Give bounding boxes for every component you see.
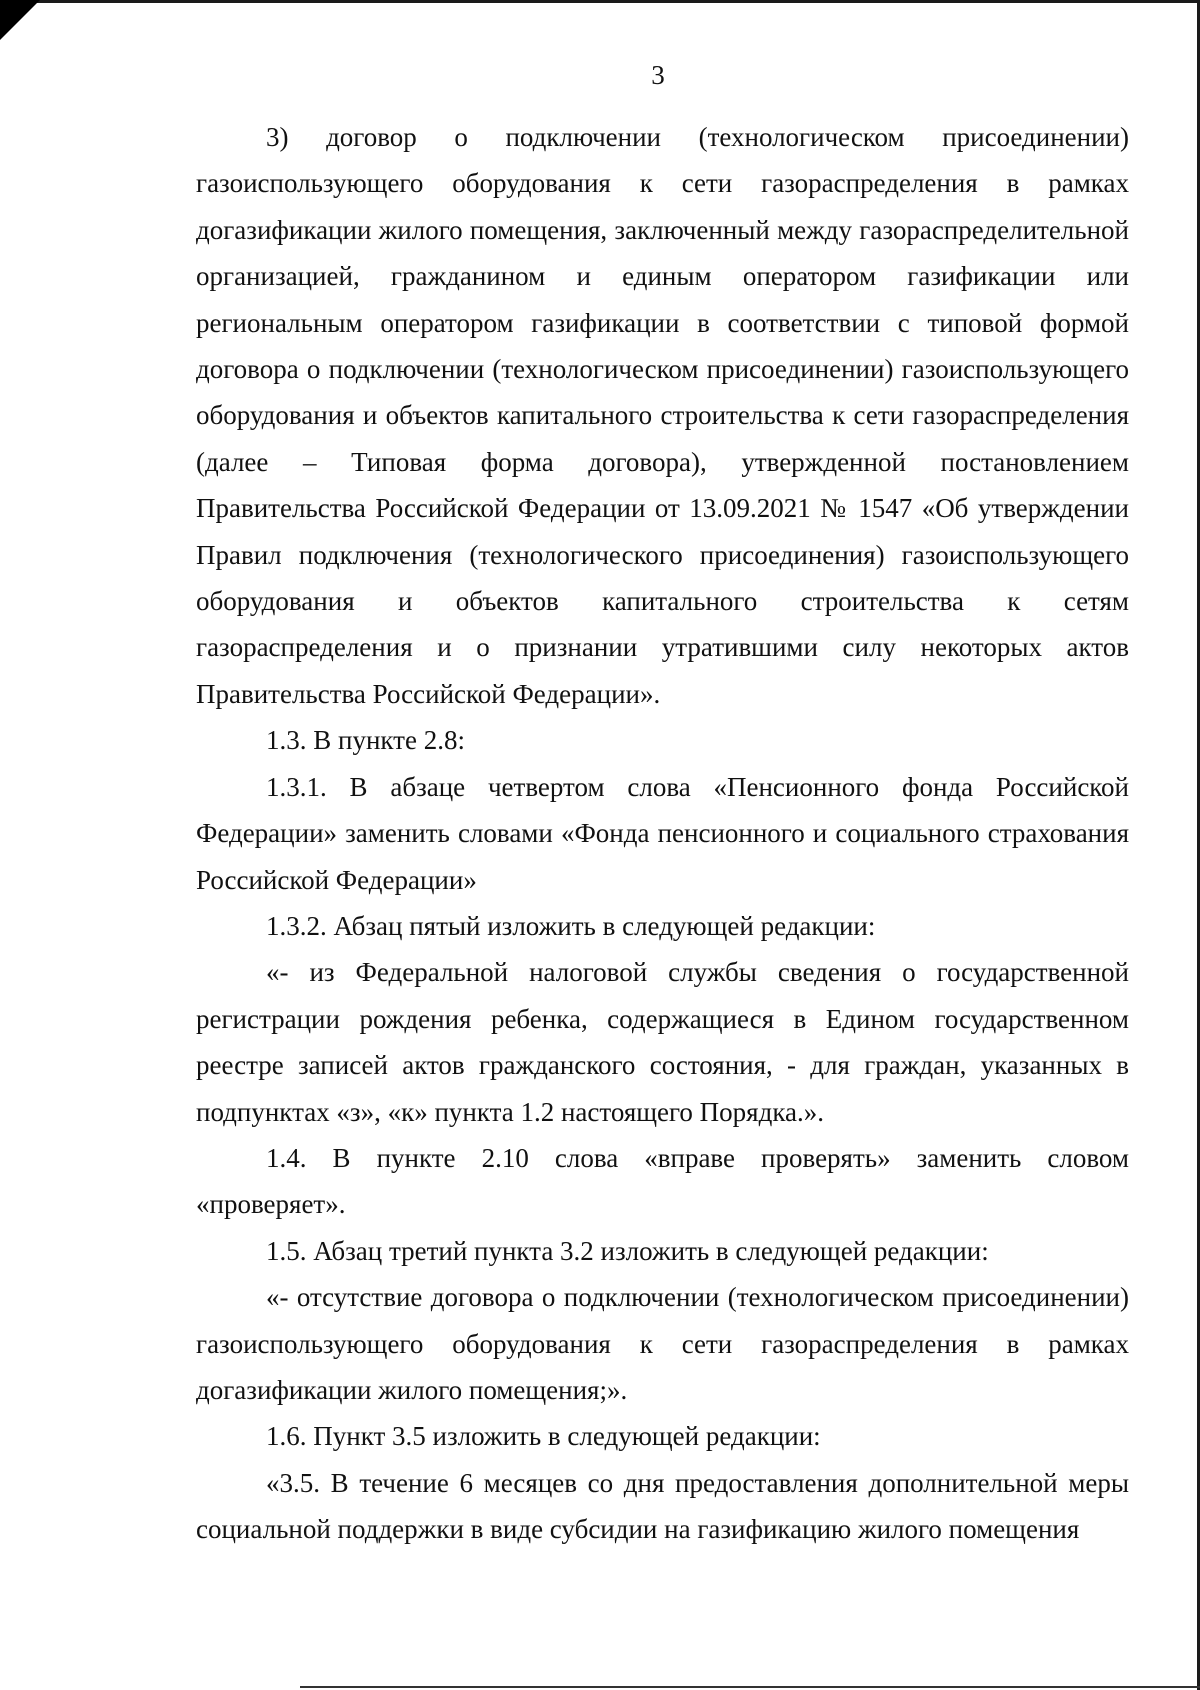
paragraph-1-5: 1.5. Абзац третий пункта 3.2 изложить в следующей редакции: — [266, 1235, 989, 1266]
scan-corner-artifact — [0, 0, 40, 40]
paragraph-3-5-quote: «3.5. В течение 6 месяцев со дня предоставления дополнительной меры социальной поддержки в виде субсидии на газификацию жилого помещения — [196, 1467, 1129, 1545]
paragraph-fns-quote: «- из Федеральной налоговой службы сведения о государственной регистрации рождения ребенка, содержащиеся в Едином государственном реестре записей актов гражданского состояния, - для граждан, указанных в подпунктах «з», «к» пункта 1.2 настоящего Порядка.». — [196, 957, 1129, 1127]
document-body — [196, 114, 1129, 1553]
paragraph-1-3-2: 1.3.2. Абзац пятый изложить в следующей редакции: — [266, 910, 876, 941]
scan-edge-bottom — [300, 1686, 1200, 1688]
paragraph-contract: 3) договор о подключении (технологическом присоединении) газоиспользующего оборудования к сети газораспределения в рамках догазификации жилого помещения, заключенный между газораспределительной организацией, гражданином и единым оператором газификации или региональным оператором газификации в соответствии с типовой формой договора о подключении (технологическом присоединении) газоиспользующего оборудования и объектов капитального строительства к сети газораспределения (далее – Типовая форма договора), утвержденной постановлением Правительства Российской Федерации от 13.09.2021 № 1547 «Об утверждении Правил подключения (технологического присоединения) газоиспользующего оборудования и объектов капитального строительства к сетям газораспределения и о признании утратившими силу некоторых актов Правительства Российской Федерации». — [196, 122, 1129, 709]
paragraph-1-3-1: 1.3.1. В абзаце четвертом слова «Пенсионного фонда Российской Федерации» заменить словами «Фонда пенсионного и социального страхования Российской Федерации» — [196, 771, 1129, 895]
paragraph-absence-quote: «- отсутствие договора о подключении (технологическом присоединении) газоиспользующего оборудования к сети газораспределения в рамках догазификации жилого помещения;». — [196, 1282, 1129, 1405]
scan-edge-top — [0, 0, 1200, 3]
paragraph-1-6: 1.6. Пункт 3.5 изложить в следующей редакции: — [266, 1421, 821, 1452]
paragraph-1-4: 1.4. В пункте 2.10 слова «вправе проверять» заменить словом «проверяет». — [196, 1142, 1129, 1220]
paragraph-1-3: 1.3. В пункте 2.8: — [266, 725, 465, 756]
page-number: 3 — [651, 60, 665, 90]
